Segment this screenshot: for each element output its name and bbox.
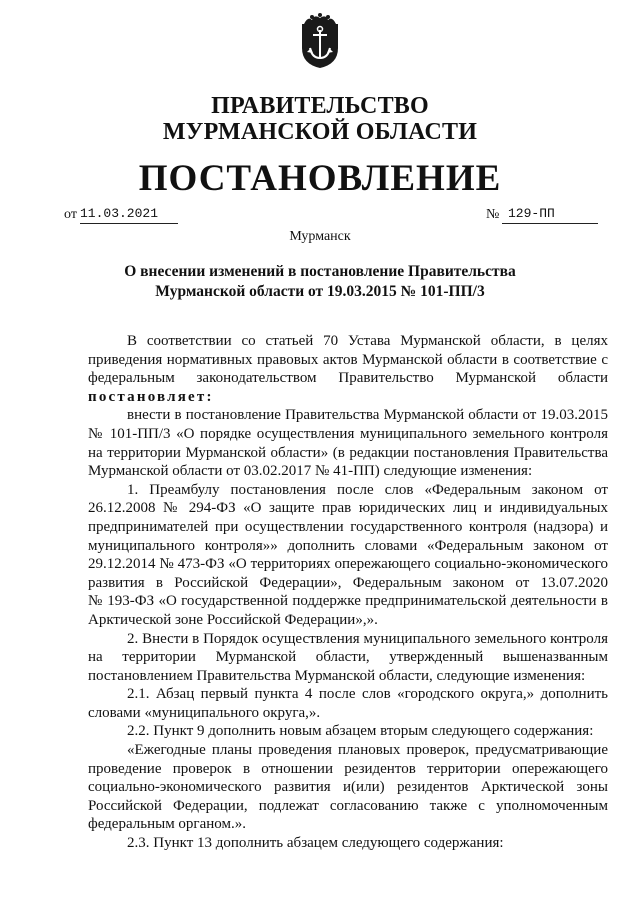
body-line: 29.12.2014 № 473-ФЗ «О территориях опережающего социально-экономического: [88, 556, 608, 573]
body-line: Российской Федерации, подлежат согласованию также с уполномоченным: [88, 797, 608, 814]
government-title-line1: ПРАВИТЕЛЬСТВО: [211, 93, 429, 119]
body-line: 2.2. Пункт 9 дополнить новым абзацем вторым следующего содержания:: [127, 723, 594, 740]
body-line: предпринимателей при осуществлении государственного контроля (надзора) и: [88, 518, 608, 535]
body-line: Арктической зоне Российской Федерации»,».: [88, 611, 378, 628]
body-line: внести в постановление Правительства Мурманской области от 19.03.2015: [127, 407, 608, 424]
subject-line: О внесении изменений в постановление Правительства: [124, 263, 516, 280]
document-type-title: ПОСТАНОВЛЕНИЕ: [138, 158, 502, 199]
date-value: 11.03.2021: [80, 205, 178, 224]
city-name: Мурманск: [289, 229, 351, 244]
body-line: федеральным органом.».: [88, 816, 246, 833]
document-subject: [0, 262, 640, 302]
body-line: социально-экономического развития и(или) резидентов Арктической зоны: [88, 779, 608, 796]
body-line: проведение проверок в отношении резидентов территории опережающего: [88, 760, 608, 777]
body-line: «Ежегодные планы проведения плановых проверок, предусматривающие: [127, 742, 608, 759]
body-line: приведения нормативных правовых актов Мурманской области в соответствие с: [88, 351, 608, 368]
body-line: В соответствии со статьей 70 Устава Мурманской области, в целях: [127, 333, 608, 349]
body-line: постановлением Правительства Мурманской области, следующие изменения:: [88, 667, 586, 684]
government-title-line2: МУРМАНСКОЙ ОБЛАСТИ: [162, 119, 478, 145]
body-line: на территории Мурманской области» (в редакции постановления Правительства: [88, 444, 608, 461]
body-line: № 101-ПП/3 «О порядке осуществления муниципального земельного контроля: [88, 425, 608, 442]
body-line: 1. Преамбулу постановления после слов «Федеральным законом от: [127, 481, 608, 498]
body-line: развития в Российской Федерации», Федеральным законом от 13.07.2020: [88, 574, 608, 591]
number-value: 129-ПП: [502, 205, 598, 224]
body-line: 2.3. Пункт 13 дополнить абзацем следующего содержания:: [127, 835, 504, 852]
coat-of-arms-icon: [298, 10, 342, 70]
body-line: словами «муниципального округа,».: [88, 704, 321, 721]
body-line: 2.1. Абзац первый пункта 4 после слов «городского округа,» дополнить: [127, 686, 608, 703]
number-label: №: [486, 207, 500, 222]
body-line: 26.12.2008 № 294-ФЗ «О защите прав юридических лиц и индивидуальных: [88, 500, 608, 517]
body-line: постановляет:: [88, 388, 214, 405]
body-line: на территории Мурманской области, утвержденный вышеназванным: [88, 649, 608, 666]
body-line: Мурманской области от 03.02.2017 № 41-ПП) следующие изменения:: [88, 463, 533, 480]
date-label: от: [64, 207, 77, 222]
body-line: № 193-ФЗ «О государственной поддержке предпринимательской деятельности в: [88, 593, 608, 610]
body-line: федеральным законодательством Правительство Мурманской области: [88, 370, 608, 387]
document-body: [88, 332, 608, 853]
body-line: муниципального контроля»» дополнить словами «Федеральным законом от: [88, 537, 608, 554]
subject-line: Мурманской области от 19.03.2015 № 101-ПП/3: [155, 283, 485, 300]
body-line: 2. Внести в Порядок осуществления муниципального земельного контроля: [127, 630, 608, 647]
